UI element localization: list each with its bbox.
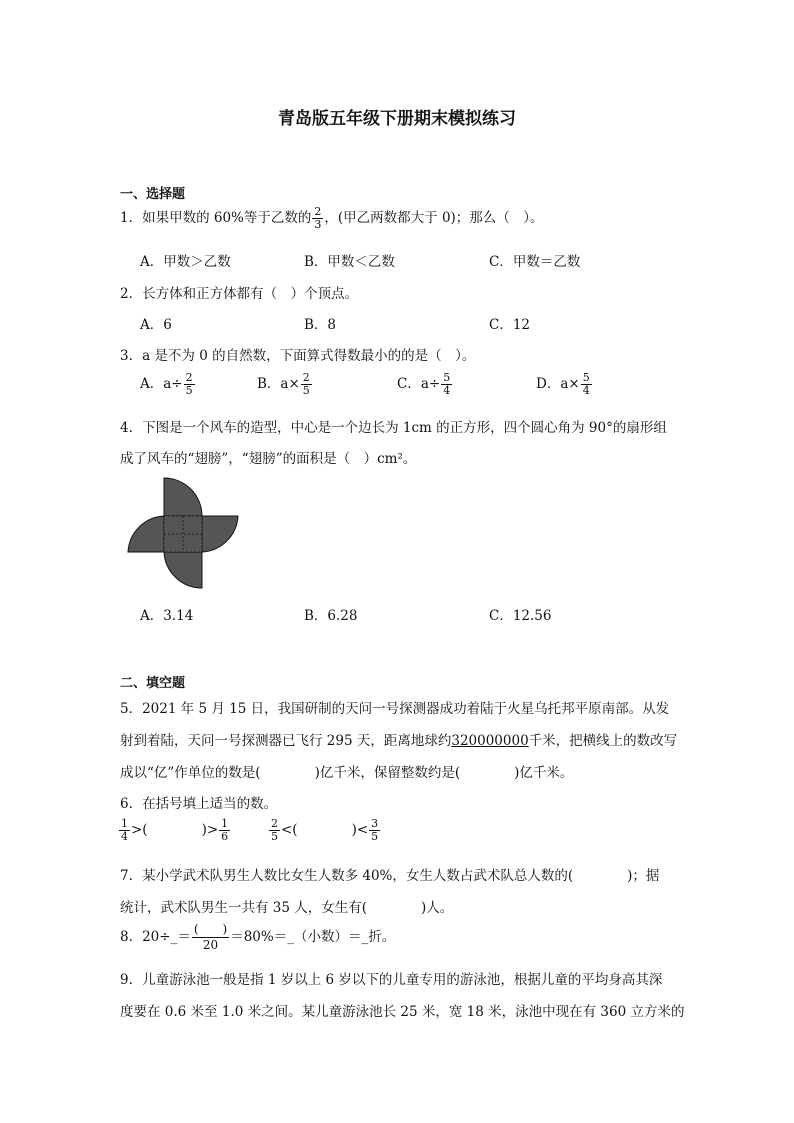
question-7-line-1[interactable]: 7．某小学武术队男生人数比女生人数多 40%，女生人数占武术队总人数的( )；据 <box>120 868 660 884</box>
q2-option-a[interactable]: A．6 <box>140 317 172 333</box>
question-5-line-3[interactable]: 成以“亿”作单位的数是( )亿千米，保留整数约是( )亿千米。 <box>120 765 574 781</box>
q2-option-c[interactable]: C．12 <box>489 317 531 333</box>
q4-option-a[interactable]: A．3.14 <box>140 608 194 624</box>
question-8[interactable]: 8．20÷_＝ $\frac{( )}{20}$ ＝80%＝_（小数）＝_折。 <box>120 922 396 952</box>
page-title: 青岛版五年级下册期末模拟练习 <box>278 109 516 129</box>
windmill-wing-top <box>164 478 202 516</box>
q3-option-a[interactable]: A．a÷ $\frac{2}{5}$ <box>140 371 193 397</box>
section-heading-choice: 一、选择题 <box>120 187 186 202</box>
q1-option-a[interactable]: A．甲数＞乙数 <box>140 254 231 270</box>
q3-b-fraction: $\frac{2}{5}$ <box>302 371 310 397</box>
windmill-figure <box>126 476 240 590</box>
windmill-wing-bottom <box>164 552 202 588</box>
question-2: 2．长方体和正方体都有（ ）个顶点。 <box>120 286 359 302</box>
q2-option-b[interactable]: B．8 <box>304 317 337 333</box>
q1-option-b[interactable]: B．甲数＜乙数 <box>304 254 395 270</box>
q1-option-c[interactable]: C．甲数＝乙数 <box>489 254 581 270</box>
q6-comparison-1[interactable]: $\frac{1}{4}$ >( )> $\frac{1}{6}$ <box>121 817 229 843</box>
q3-a-fraction: $\frac{2}{5}$ <box>185 371 193 397</box>
q3-option-d[interactable]: D．a× $\frac{5}{4}$ <box>536 371 590 397</box>
section-heading-fill: 二、填空题 <box>120 676 186 691</box>
q3-c-fraction: $\frac{5}{4}$ <box>443 371 451 397</box>
question-5-line-2: 射到着陆，天问一号探测器已飞行 295 天，距离地球约320000000千米，把横线上的数改写 <box>120 733 678 749</box>
question-3: 3．a 是不为 0 的自然数，下面算式得数最小的的是（ ）。 <box>120 348 476 364</box>
windmill-wing-right <box>202 516 238 552</box>
question-4-line-1: 4．下图是一个风车的造型，中心是一个边长为 1cm 的正方形，四个圆心角为 90°的扇形组 <box>120 420 667 436</box>
windmill-wing-left <box>128 516 164 552</box>
question-9-line-1: 9．儿童游泳池一般是指 1 岁以上 6 岁以下的儿童专用的游泳池，根据儿童的平均身高其深 <box>120 972 663 988</box>
question-5-line-1: 5．2021 年 5 月 15 日，我国研制的天问一号探测器成功着陆于火星乌托邦平原南部。从发 <box>120 701 670 717</box>
q5-underlined-number: 320000000 <box>451 733 529 749</box>
question-7-line-2[interactable]: 统计，武术队男生一共有 35 人，女生有( )人。 <box>120 900 454 916</box>
q6-comparison-2[interactable]: $\frac{2}{5}$ <( )< $\frac{3}{5}$ <box>271 817 379 843</box>
question-1 <box>120 206 544 231</box>
q1-text-post: ，(甲乙两数都大于 0)；那么（ ）。 <box>324 210 544 226</box>
q1-text-pre: 1．如果甲数的 60%等于乙数的 <box>120 210 312 226</box>
q3-option-b[interactable]: B．a× $\frac{2}{5}$ <box>257 371 310 397</box>
question-4-line-2: 成了风车的“翅膀”，“翅膀”的面积是（ ）cm²。 <box>120 451 417 467</box>
question-9-line-2: 度要在 0.6 米至 1.0 米之间。某儿童游泳池长 25 米，宽 18 米，泳池中现在有 360 立方米的 <box>120 1004 685 1020</box>
q1-fraction: $\frac{2}{3}$ <box>314 205 322 231</box>
q3-d-fraction: $\frac{5}{4}$ <box>582 371 590 397</box>
q4-option-b[interactable]: B．6.28 <box>304 608 358 624</box>
q8-fraction: $\frac{( )}{20}$ <box>193 922 228 952</box>
q3-option-c[interactable]: C．a÷ $\frac{5}{4}$ <box>397 371 451 397</box>
question-6: 6．在括号填上适当的数。 <box>120 796 278 812</box>
q4-option-c[interactable]: C．12.56 <box>489 608 552 624</box>
